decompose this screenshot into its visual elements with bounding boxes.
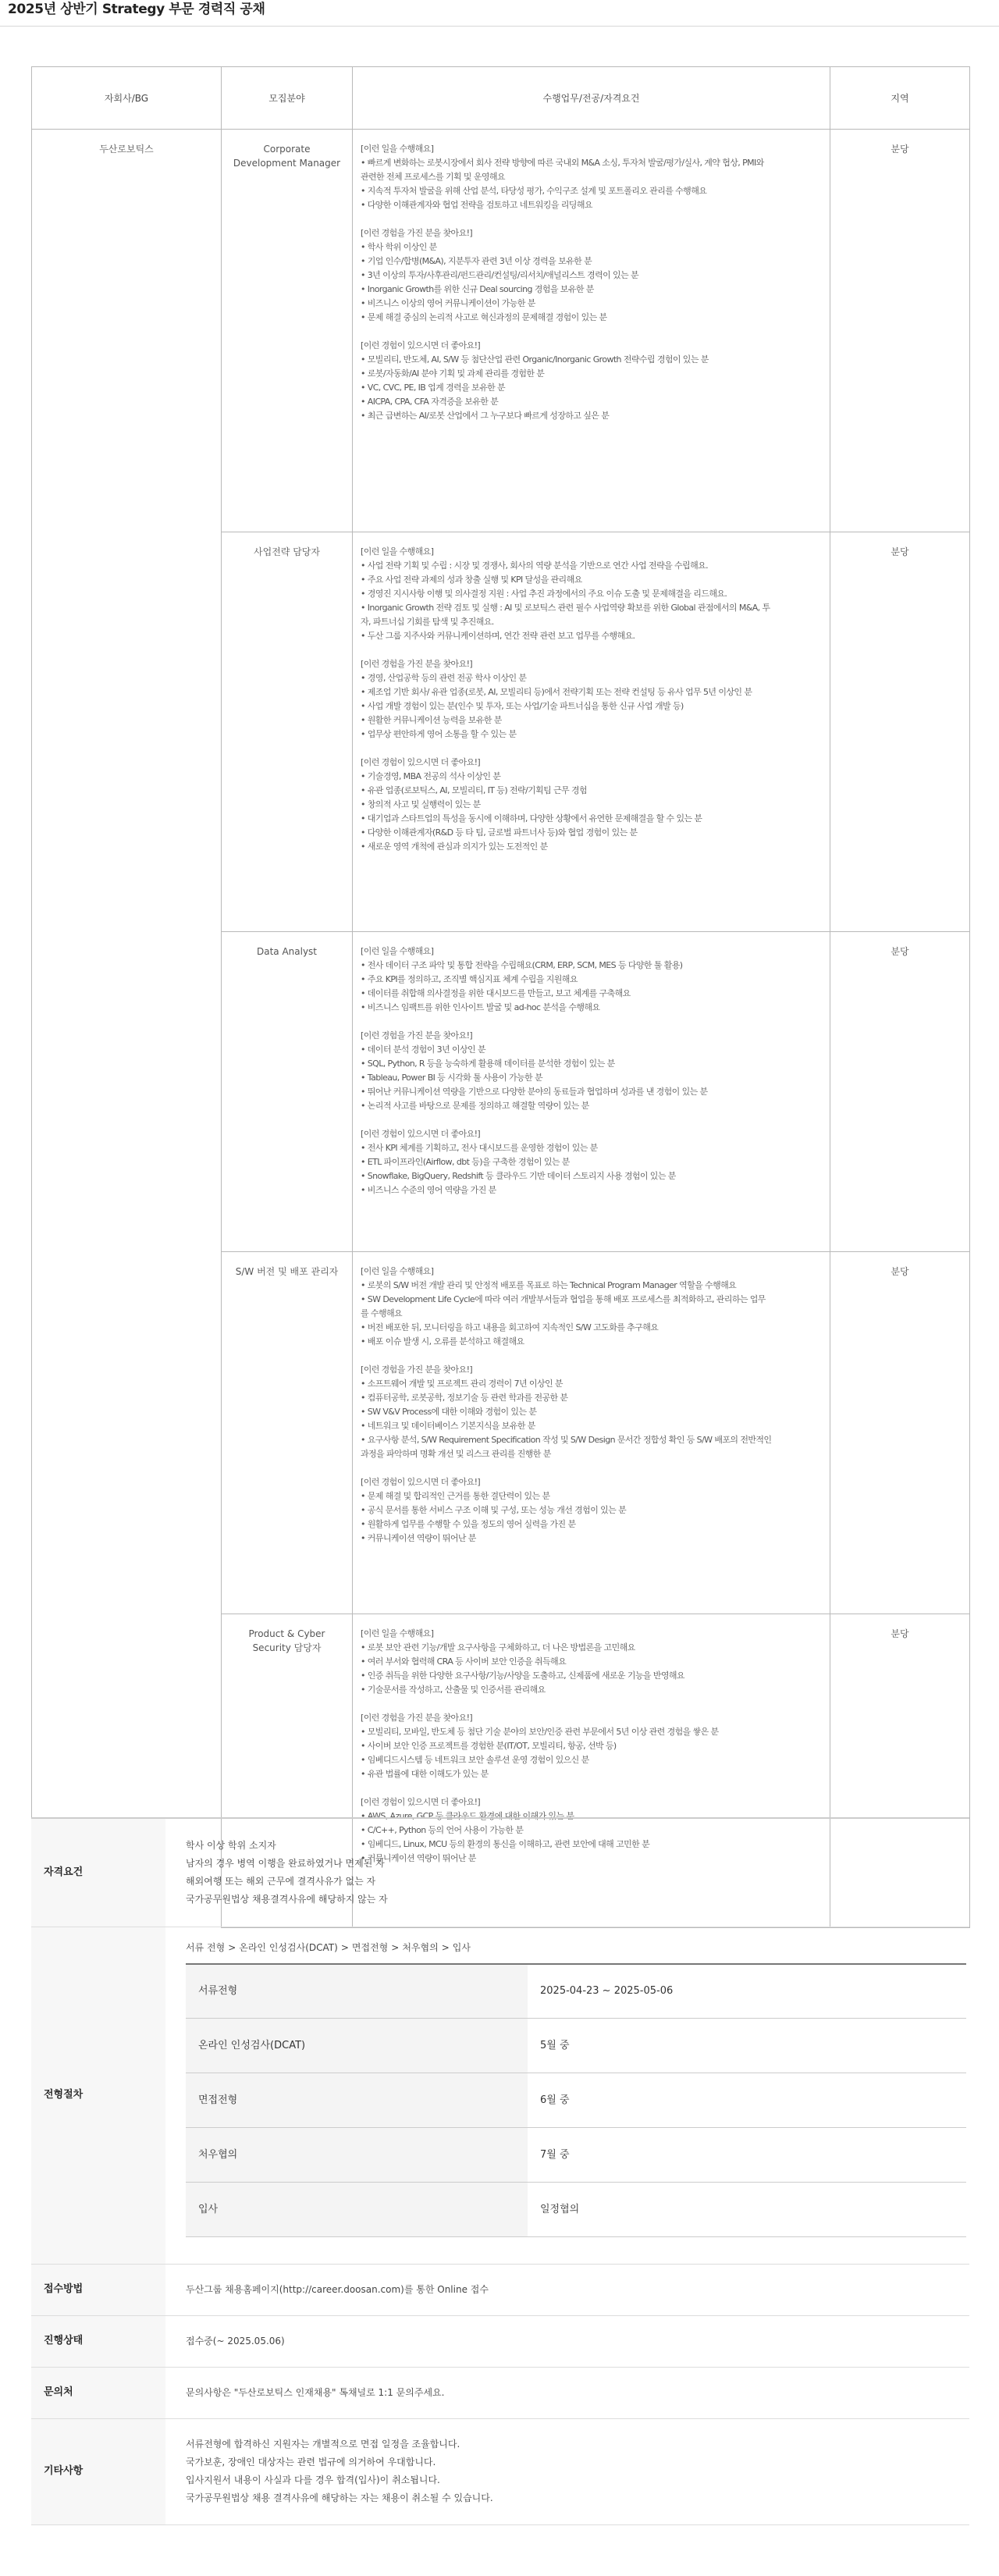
duty-line: • 공식 문서를 통한 서비스 구조 이해 및 구성, 또는 성능 개선 경험이 있는 분 (361, 1505, 627, 1515)
duty-line: • Snowflake, BigQuery, Redshift 등 클라우드 기반 데이터 스토리지 사용 경험이 있는 분 (361, 1171, 676, 1181)
flow-step: 온라인 인성검사(DCAT) (239, 1941, 338, 1953)
duty-line: • SQL, Python, R 등을 능숙하게 활용해 데이터를 분석한 경험이 있는 분 (361, 1059, 615, 1069)
duty-line: • 사업 개발 경험이 있는 분(인수 및 투자, 또는 사업/기술 파트너십을 통한 신규 사업 개발 등) (361, 701, 684, 711)
field-cell: Product & Cyber Security 담당자 (222, 1614, 353, 1928)
qualification-line: 해외여행 또는 해외 근무에 결격사유가 없는 자 (186, 1875, 376, 1887)
duty-line: • 비즈니스 이상의 영어 커뮤니케이션이 가능한 분 (361, 298, 535, 308)
duty-block (361, 1627, 822, 1697)
positions-header-row (32, 67, 970, 130)
step-name: 온라인 인성검사(DCAT) (186, 2019, 528, 2073)
process-content (165, 1927, 969, 2264)
field-cell: 사업전략 담당자 (222, 532, 353, 932)
duty-line: • 원활한 커뮤니케이션 능력을 보유한 분 (361, 715, 502, 725)
duty-line: • Tableau, Power BI 등 시각화 툴 사용이 가능한 분 (361, 1073, 542, 1083)
duty-heading: [이런 경험이 있으시면 더 좋아요!] (361, 757, 481, 767)
process-step-table (186, 1963, 966, 2238)
duty-heading: [이런 경험이 있으시면 더 좋아요!] (361, 1797, 481, 1807)
duty-heading: [이런 경험이 있으시면 더 좋아요!] (361, 1129, 481, 1139)
duty-line: • C/C++, Python 등의 언어 사용이 가능한 분 (361, 1825, 524, 1835)
duty-line: • 기술경영, MBA 전공의 석사 이상인 분 (361, 771, 501, 781)
qualification-line: 학사 이상 학위 소지자 (186, 1839, 276, 1851)
region-cell: 분당 (830, 130, 970, 532)
duty-line: • 비즈니스 수준의 영어 역량을 가진 분 (361, 1185, 496, 1195)
duty-line: • 사이버 보안 인증 프로젝트를 경험한 분(IT/OT, 모빌리티, 항공, 선박 등) (361, 1741, 617, 1751)
step-row (186, 2019, 966, 2073)
duty-line: • 여러 부서와 협력해 CRA 등 사이버 보안 인증을 취득해요 (361, 1656, 567, 1667)
duty-heading: [이런 경험을 가진 분을 찾아요!] (361, 228, 473, 238)
duty-block (361, 1265, 822, 1349)
etc-line: 서류전형에 합격하신 지원자는 개별적으로 면접 일정을 조율합니다. (186, 2439, 460, 2450)
duty-heading: [이런 경험을 가진 분을 찾아요!] (361, 659, 473, 669)
header-company: 자회사/BG (32, 67, 222, 130)
duty-cell (353, 1252, 830, 1614)
apply-text: 두산그룹 채용홈페이지(http://career.doosan.com)를 통한 Online 접수 (165, 2264, 969, 2315)
duty-line: • 기업 인수/합병(M&A), 지분투자 관련 3년 이상 경력을 보유한 분 (361, 256, 592, 266)
step-date: 6월 중 (528, 2073, 966, 2128)
duty-line: • 모빌리티, 모바일, 반도체 등 첨단 기술 분야의 보안/인증 관련 부문에서 5년 이상 관련 경험을 쌓은 분 (361, 1727, 719, 1737)
duty-line: • 사업 전략 기획 및 수립 : 시장 및 경쟁사, 회사의 역량 분석을 기반으로 연간 사업 전략을 수립해요. (361, 560, 709, 571)
flow-separator: > (340, 1941, 349, 1953)
duty-line: • 문제 해결 및 합리적인 근거를 통한 결단력이 있는 분 (361, 1491, 550, 1501)
duty-line: 관련한 전체 프로세스를 기획 및 운영해요 (361, 172, 505, 182)
duty-block (361, 1127, 822, 1197)
duty-heading: [이런 경험을 가진 분을 찾아요!] (361, 1030, 473, 1041)
duty-block (361, 226, 822, 325)
duty-line: • 데이터 분석 경험이 3년 이상인 분 (361, 1044, 486, 1055)
duty-line: • 유관 법률에 대한 이해도가 있는 분 (361, 1769, 489, 1779)
duty-line: • 임베디드, Linux, MCU 등의 환경의 통신을 이해하고, 관련 보안에 대해 고민한 분 (361, 1839, 650, 1849)
info-row-apply (31, 2264, 969, 2315)
duty-heading: [이런 경험을 가진 분을 찾아요!] (361, 1364, 473, 1375)
status-label: 진행상태 (31, 2315, 165, 2367)
duty-line: • 버전 배포한 뒤, 모니터링을 하고 내용을 회고하여 지속적인 S/W 고도화를 추구해요 (361, 1322, 659, 1332)
duty-line: • 로봇의 S/W 버전 개발 관리 및 안정적 배포를 목표로 하는 Technical Program Manager 역할을 수행해요 (361, 1280, 737, 1290)
flow-step: 서류 전형 (186, 1941, 226, 1953)
duty-cell (353, 932, 830, 1252)
duty-line: • 유관 업종(로보틱스, AI, 모빌리티, IT 등) 전략/기획팀 근무 경험 (361, 785, 588, 795)
duty-block (361, 945, 822, 1015)
duty-line: • 배포 이슈 발생 시, 오류를 분석하고 해결해요 (361, 1336, 524, 1347)
step-row (186, 2128, 966, 2183)
duty-heading: [이런 일을 수행해요] (361, 144, 434, 154)
duty-line: • 문제 해결 중심의 논리적 사고로 혁신과정의 문제해결 경험이 있는 분 (361, 312, 607, 322)
duty-block (361, 339, 822, 423)
duty-heading: [이런 일을 수행해요] (361, 946, 434, 956)
duty-block (361, 657, 822, 742)
duty-heading: [이런 일을 수행해요] (361, 546, 434, 557)
field-cell: S/W 버전 및 배포 관리자 (222, 1252, 353, 1614)
step-date: 7월 중 (528, 2128, 966, 2183)
inquiry-text: 문의사항은 "두산로보틱스 인재채용" 톡채널로 1:1 문의주세요. (165, 2367, 969, 2418)
duty-heading: [이런 경험이 있으시면 더 좋아요!] (361, 1477, 481, 1487)
duty-line: • 임베디드시스템 등 네트워크 보안 솔루션 운영 경험이 있으신 분 (361, 1755, 589, 1765)
status-text: 접수중(~ 2025.05.06) (165, 2315, 969, 2367)
duty-heading: [이런 일을 수행해요] (361, 1628, 434, 1638)
company-cell: 두산로보틱스 (32, 130, 222, 1928)
duty-line: • 소프트웨어 개발 및 프로젝트 관리 경력이 7년 이상인 분 (361, 1379, 563, 1389)
step-date: 5월 중 (528, 2019, 966, 2073)
positions-table (31, 66, 970, 1928)
duty-block (361, 142, 822, 212)
duty-line: • 두산 그룹 지주사와 커뮤니케이션하며, 연간 전략 관련 보고 업무를 수행해요. (361, 631, 635, 641)
step-row (186, 2183, 966, 2237)
header-region: 지역 (830, 67, 970, 130)
step-name: 입사 (186, 2183, 528, 2237)
info-row-status (31, 2315, 969, 2367)
duty-heading: [이런 일을 수행해요] (361, 1266, 434, 1276)
duty-line: • 빠르게 변화하는 로봇시장에서 회사 전략 방향에 따른 국내외 M&A 소싱, 투자처 발굴/평가/실사, 계약 협상, PMI와 (361, 158, 764, 168)
step-row (186, 1964, 966, 2019)
flow-separator: > (391, 1941, 400, 1953)
region-cell: 분당 (830, 1614, 970, 1928)
title-divider (0, 26, 999, 27)
duty-line: • 다양한 이해관계자(R&D 등 타 팀, 글로벌 파트너사 등)와 협업 경험이 있는 분 (361, 827, 638, 838)
duty-line: • 학사 학위 이상인 분 (361, 242, 437, 252)
duty-line: • 컴퓨터공학, 로봇공학, 정보기술 등 관련 학과를 전공한 분 (361, 1393, 568, 1403)
qualification-label: 자격요건 (31, 1818, 165, 1927)
duty-line: 자, 파트너십 기회를 탐색 및 추진해요. (361, 617, 494, 627)
duty-line: • 요구사항 분석, S/W Requirement Specification 작성 및 S/W Design 문서간 정합성 확인 등 S/W 배포의 전반적인 (361, 1435, 772, 1445)
duty-line: • 로봇 보안 관련 기능/개발 요구사항을 구체화하고, 더 나은 방법론을 고민해요 (361, 1642, 635, 1653)
duty-line: • 대기업과 스타트업의 특성을 동시에 이해하며, 다양한 상황에서 유연한 문제해결을 할 수 있는 분 (361, 813, 702, 824)
duty-line: • VC, CVC, PE, IB 업계 경력을 보유한 분 (361, 382, 506, 393)
position-row (32, 130, 970, 532)
duty-line: • 전사 데이터 구조 파악 및 통합 전략을 수립해요(CRM, ERP, SCM, MES 등 다양한 툴 활용) (361, 960, 683, 970)
positions-body (32, 130, 970, 1928)
etc-line: 입사지원서 내용이 사실과 다를 경우 합격(입사)이 취소됩니다. (186, 2475, 440, 2485)
step-row (186, 2073, 966, 2128)
info-row-inquiry (31, 2367, 969, 2418)
page-title: 2025년 상반기 Strategy 부문 경력직 공채 (8, 2, 265, 17)
flow-separator: > (441, 1941, 450, 1953)
duty-line: • 커뮤니케이션 역량이 뛰어난 분 (361, 1533, 476, 1543)
duty-line: • 네트워크 및 데이터베이스 기본지식을 보유한 분 (361, 1421, 535, 1431)
duty-line: • Inorganic Growth 전략 검토 및 실행 : AI 및 로보틱스 관련 필수 사업역량 확보를 위한 Global 관점에서의 M&A, 투 (361, 603, 770, 613)
etc-content (165, 2418, 969, 2524)
info-table (31, 1817, 969, 2525)
qualification-line: 남자의 경우 병역 이행을 완료하였거나 면제된 자 (186, 1857, 385, 1869)
duty-line: • 인증 취득을 위한 다양한 요구사항/기능/사양을 도출하고, 신제품에 새로운 기능을 반영해요 (361, 1670, 684, 1681)
process-label: 전형절차 (31, 1927, 165, 2264)
duty-line: • 3년 이상의 투자/사후관리/펀드관리/컨설팅/리서치/애널리스트 경력이 있는 분 (361, 270, 639, 280)
flow-separator: > (228, 1941, 236, 1953)
apply-label: 접수방법 (31, 2264, 165, 2315)
duty-line: • 창의적 사고 및 실행력이 있는 분 (361, 799, 481, 809)
duty-line: • 다양한 이해관계자와 협업 전략을 검토하고 네트워킹을 리딩해요 (361, 200, 592, 210)
duty-line: • 새로운 영역 개척에 관심과 의지가 있는 도전적인 분 (361, 841, 548, 852)
region-cell: 분당 (830, 1252, 970, 1614)
duty-line: • 논리적 사고를 바탕으로 문제를 정의하고 해결할 역량이 있는 분 (361, 1101, 589, 1111)
region-cell: 분당 (830, 532, 970, 932)
duty-block (361, 756, 822, 854)
duty-line: 과정을 파악하며 명확 개선 및 리스크 관리를 진행한 분 (361, 1449, 551, 1459)
duty-line: • Inorganic Growth를 위한 신규 Deal sourcing 경험을 보유한 분 (361, 284, 594, 294)
step-name: 서류전형 (186, 1964, 528, 2019)
duty-line: • AWS, Azure, GCP 등 클라우드 환경에 대한 이해가 있는 분 (361, 1811, 574, 1821)
qualification-line: 국가공무원법상 채용결격사유에 해당하지 않는 자 (186, 1893, 388, 1905)
flow-step: 면접전형 (351, 1941, 389, 1953)
duty-line: • 기술문서를 작성하고, 산출물 및 인증서를 관리해요 (361, 1685, 546, 1695)
process-flow (186, 1927, 969, 1963)
duty-block (361, 1475, 822, 1546)
duty-line: • AICPA, CPA, CFA 자격증을 보유한 분 (361, 397, 499, 407)
duty-block (361, 1363, 822, 1461)
flow-step: 입사 (452, 1941, 471, 1953)
duty-line: • 데이터를 취합해 의사결정을 위한 대시보드를 만들고, 보고 체계를 구축해요 (361, 988, 631, 998)
duty-block (361, 545, 822, 643)
etc-line: 국가공무원법상 채용 결격사유에 해당하는 자는 채용이 취소될 수 있습니다. (186, 2492, 493, 2503)
duty-line: 를 수행해요 (361, 1308, 403, 1318)
duty-block (361, 1029, 822, 1113)
duty-line: • 제조업 기반 회사/ 유관 업종(로봇, AI, 모빌리티 등)에서 전략기획 또는 전략 컨설팅 등 유사 업무 5년 이상인 분 (361, 687, 752, 697)
duty-line: • 모빌리티, 반도체, AI, S/W 등 첨단산업 관련 Organic/Inorganic Growth 전략수립 경험이 있는 분 (361, 354, 709, 365)
duty-cell (353, 532, 830, 932)
duty-block (361, 1711, 822, 1781)
step-name: 처우협의 (186, 2128, 528, 2183)
info-row-etc (31, 2418, 969, 2524)
region-cell: 분당 (830, 932, 970, 1252)
duty-line: • 최근 급변하는 AI/로봇 산업에서 그 누구보다 빠르게 성장하고 싶은 분 (361, 411, 610, 421)
duty-line: • 커뮤니케이션 역량이 뛰어난 분 (361, 1853, 476, 1863)
etc-label: 기타사항 (31, 2418, 165, 2524)
duty-line: • 로봇/자동화/AI 분야 기획 및 과제 관리를 경험한 분 (361, 368, 545, 379)
qualification-content (165, 1818, 969, 1927)
duty-cell (353, 130, 830, 532)
duty-heading: [이런 경험을 가진 분을 찾아요!] (361, 1713, 473, 1723)
inquiry-label: 문의처 (31, 2367, 165, 2418)
info-row-qualification (31, 1818, 969, 1927)
field-cell: Corporate Development Manager (222, 130, 353, 532)
field-cell: Data Analyst (222, 932, 353, 1252)
duty-line: • 경영, 산업공학 등의 관련 전공 학사 이상인 분 (361, 673, 527, 683)
duty-line: • 주요 KPI를 정의하고, 조직별 핵심지표 체계 수립을 지원해요 (361, 974, 578, 984)
duty-line: • 전사 KPI 체계를 기획하고, 전사 대시보드를 운영한 경험이 있는 분 (361, 1143, 598, 1153)
duty-line: • 비즈니스 임팩트를 위한 인사이트 발굴 및 ad-hoc 분석을 수행해요 (361, 1002, 600, 1012)
step-date: 2025-04-23 ~ 2025-05-06 (528, 1964, 966, 2019)
flow-step: 처우협의 (402, 1941, 439, 1953)
step-name: 면접전형 (186, 2073, 528, 2128)
duty-line: • 지속적 투자처 발굴을 위해 산업 분석, 타당성 평가, 수익구조 설계 및 포트폴리오 관리를 수행해요 (361, 186, 707, 196)
etc-line: 국가보훈, 장애인 대상자는 관련 법규에 의거하여 우대합니다. (186, 2457, 436, 2467)
info-row-process (31, 1927, 969, 2264)
duty-heading: [이런 경험이 있으시면 더 좋아요!] (361, 340, 481, 350)
duty-line: • 업무상 편안하게 영어 소통을 할 수 있는 분 (361, 729, 517, 739)
duty-line: • 주요 사업 전략 과제의 성과 창출 실행 및 KPI 달성을 관리해요 (361, 575, 582, 585)
duty-line: • SW Development Life Cycle에 따라 여러 개발부서들과 협업을 통해 배포 프로세스를 최적화하고, 관리하는 업무 (361, 1294, 766, 1304)
duty-line: • 경영진 지시사항 이행 및 의사결정 지원 : 사업 추진 과정에서의 주요 이슈 도출 및 문제해결을 리드해요. (361, 589, 727, 599)
duty-line: • 원활하게 업무를 수행할 수 있을 정도의 영어 실력을 가진 분 (361, 1519, 576, 1529)
duty-line: • SW V&V Process에 대한 이해와 경험이 있는 분 (361, 1407, 537, 1417)
header-field: 모집분야 (222, 67, 353, 130)
duty-line: • ETL 파이프라인(Airflow, dbt 등)을 구축한 경험이 있는 분 (361, 1157, 570, 1167)
step-date: 일정협의 (528, 2183, 966, 2237)
header-duty: 수행업무/전공/자격요건 (353, 67, 830, 130)
duty-line: • 뛰어난 커뮤니케이션 역량을 기반으로 다양한 분야의 동료들과 협업하며 성과를 낸 경험이 있는 분 (361, 1087, 708, 1097)
